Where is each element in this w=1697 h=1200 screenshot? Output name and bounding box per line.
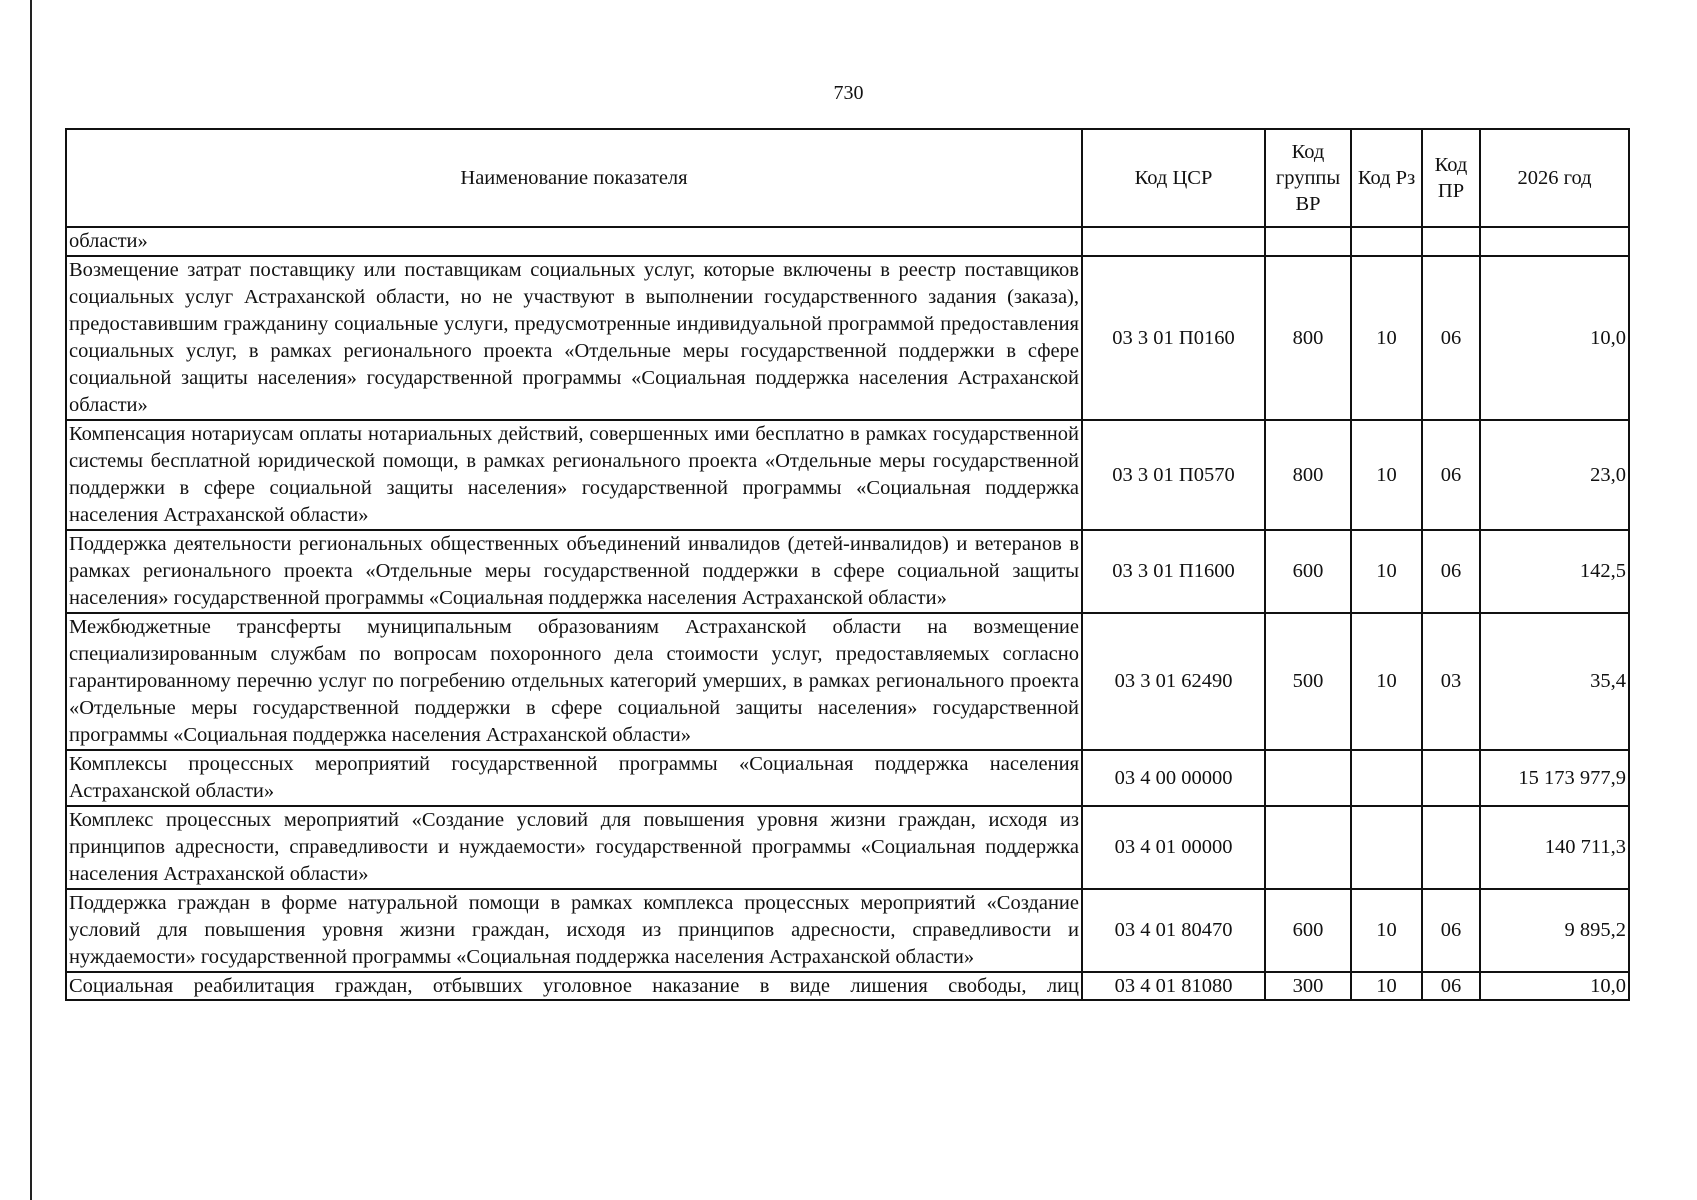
row-rz: 10 xyxy=(1351,256,1422,420)
row-csr: 03 4 01 00000 xyxy=(1082,806,1265,889)
row-amount: 23,0 xyxy=(1480,420,1629,530)
row-rz: 10 xyxy=(1351,530,1422,613)
header-vr: Код группы ВР xyxy=(1265,129,1351,227)
row-vr: 800 xyxy=(1265,420,1351,530)
row-pr: 06 xyxy=(1422,530,1480,613)
row-amount: 15 173 977,9 xyxy=(1480,750,1629,806)
table-row xyxy=(66,530,1629,613)
row-csr: 03 4 00 00000 xyxy=(1082,750,1265,806)
row-rz xyxy=(1351,227,1422,256)
row-vr xyxy=(1265,227,1351,256)
row-csr: 03 3 01 П1600 xyxy=(1082,530,1265,613)
row-amount: 140 711,3 xyxy=(1480,806,1629,889)
row-name: Поддержка деятельности региональных общественных объединений инвалидов (детей-инвалидов) и ветеранов в рамках регионального проекта «Отдельные меры государственной поддержки в сфере социальной защиты населения» государственной программы «Социальная поддержка населения Астраханской области» xyxy=(66,530,1082,613)
row-pr: 06 xyxy=(1422,256,1480,420)
row-pr xyxy=(1422,750,1480,806)
row-amount: 10,0 xyxy=(1480,972,1629,1000)
row-vr: 300 xyxy=(1265,972,1351,1000)
header-csr: Код ЦСР xyxy=(1082,129,1265,227)
row-vr xyxy=(1265,750,1351,806)
row-rz xyxy=(1351,750,1422,806)
page-number: 730 xyxy=(833,82,864,104)
row-pr: 06 xyxy=(1422,889,1480,972)
row-vr: 600 xyxy=(1265,530,1351,613)
row-pr xyxy=(1422,806,1480,889)
row-vr: 600 xyxy=(1265,889,1351,972)
row-csr: 03 3 01 62490 xyxy=(1082,613,1265,750)
row-rz: 10 xyxy=(1351,972,1422,1000)
row-rz: 10 xyxy=(1351,889,1422,972)
row-name: Возмещение затрат поставщику или поставщикам социальных услуг, которые включены в реестр поставщиков социальных услуг Астраханской области, но не участвуют в выполнении государственного задания (заказа), предоставившим гражданину социальные услуги, предусмотренные индивидуальной программой предоставления социальных услуг, в рамках регионального проекта «Отдельные меры государственной поддержки в сфере социальной защиты населения» государственной программы «Социальная поддержка населения Астраханской области» xyxy=(66,256,1082,420)
row-csr xyxy=(1082,227,1265,256)
row-name: Межбюджетные трансферты муниципальным образованиям Астраханской области на возмещение специализированным службам по вопросам похоронного дела стоимости услуг, предоставляемых согласно гарантированному перечню услуг по погребению отдельных категорий умерших, в рамках регионального проекта «Отдельные меры государственной поддержки в сфере социальной защиты населения» государственной программы «Социальная поддержка населения Астраханской области» xyxy=(66,613,1082,750)
header-name: Наименование показателя xyxy=(66,129,1082,227)
table-row xyxy=(66,806,1629,889)
budget-table xyxy=(65,128,1630,1001)
row-vr xyxy=(1265,806,1351,889)
header-year: 2026 год xyxy=(1480,129,1629,227)
row-name: области» xyxy=(66,227,1082,256)
row-pr: 03 xyxy=(1422,613,1480,750)
table-row xyxy=(66,972,1629,1000)
row-rz xyxy=(1351,806,1422,889)
row-csr: 03 4 01 80470 xyxy=(1082,889,1265,972)
row-name: Комплексы процессных мероприятий государственной программы «Социальная поддержка населения Астраханской области» xyxy=(66,750,1082,806)
row-vr: 500 xyxy=(1265,613,1351,750)
table-row xyxy=(66,750,1629,806)
row-name: Комплекс процессных мероприятий «Создание условий для повышения уровня жизни граждан, исходя из принципов адресности, справедливости и нуждаемости» государственной программы «Социальная поддержка населения Астраханской области» xyxy=(66,806,1082,889)
row-amount: 9 895,2 xyxy=(1480,889,1629,972)
table-row xyxy=(66,420,1629,530)
row-amount: 35,4 xyxy=(1480,613,1629,750)
row-csr: 03 3 01 П0570 xyxy=(1082,420,1265,530)
row-vr: 800 xyxy=(1265,256,1351,420)
row-rz: 10 xyxy=(1351,613,1422,750)
row-amount xyxy=(1480,227,1629,256)
table-row xyxy=(66,613,1629,750)
header-pr: Код ПР xyxy=(1422,129,1480,227)
row-pr: 06 xyxy=(1422,420,1480,530)
row-amount: 10,0 xyxy=(1480,256,1629,420)
table-header-row xyxy=(66,129,1629,227)
row-name: Поддержка граждан в форме натуральной помощи в рамках комплекса процессных мероприятий «Создание условий для повышения уровня жизни граждан, исходя из принципов адресности, справедливости и нуждаемости» государственной программы «Социальная поддержка населения Астраханской области» xyxy=(66,889,1082,972)
header-rz: Код Рз xyxy=(1351,129,1422,227)
table-row xyxy=(66,227,1629,256)
row-csr: 03 4 01 81080 xyxy=(1082,972,1265,1000)
row-name: Компенсация нотариусам оплаты нотариальных действий, совершенных ими бесплатно в рамках государственной системы бесплатной юридической помощи, в рамках регионального проекта «Отдельные меры государственной поддержки в сфере социальной защиты населения» государственной программы «Социальная поддержка населения Астраханской области» xyxy=(66,420,1082,530)
row-pr xyxy=(1422,227,1480,256)
row-rz: 10 xyxy=(1351,420,1422,530)
row-csr: 03 3 01 П0160 xyxy=(1082,256,1265,420)
row-amount: 142,5 xyxy=(1480,530,1629,613)
row-name: Социальная реабилитация граждан, отбывших уголовное наказание в виде лишения свободы, лиц xyxy=(66,972,1082,1000)
table-row xyxy=(66,256,1629,420)
table-row xyxy=(66,889,1629,972)
row-pr: 06 xyxy=(1422,972,1480,1000)
page-margin-line xyxy=(30,0,32,1200)
